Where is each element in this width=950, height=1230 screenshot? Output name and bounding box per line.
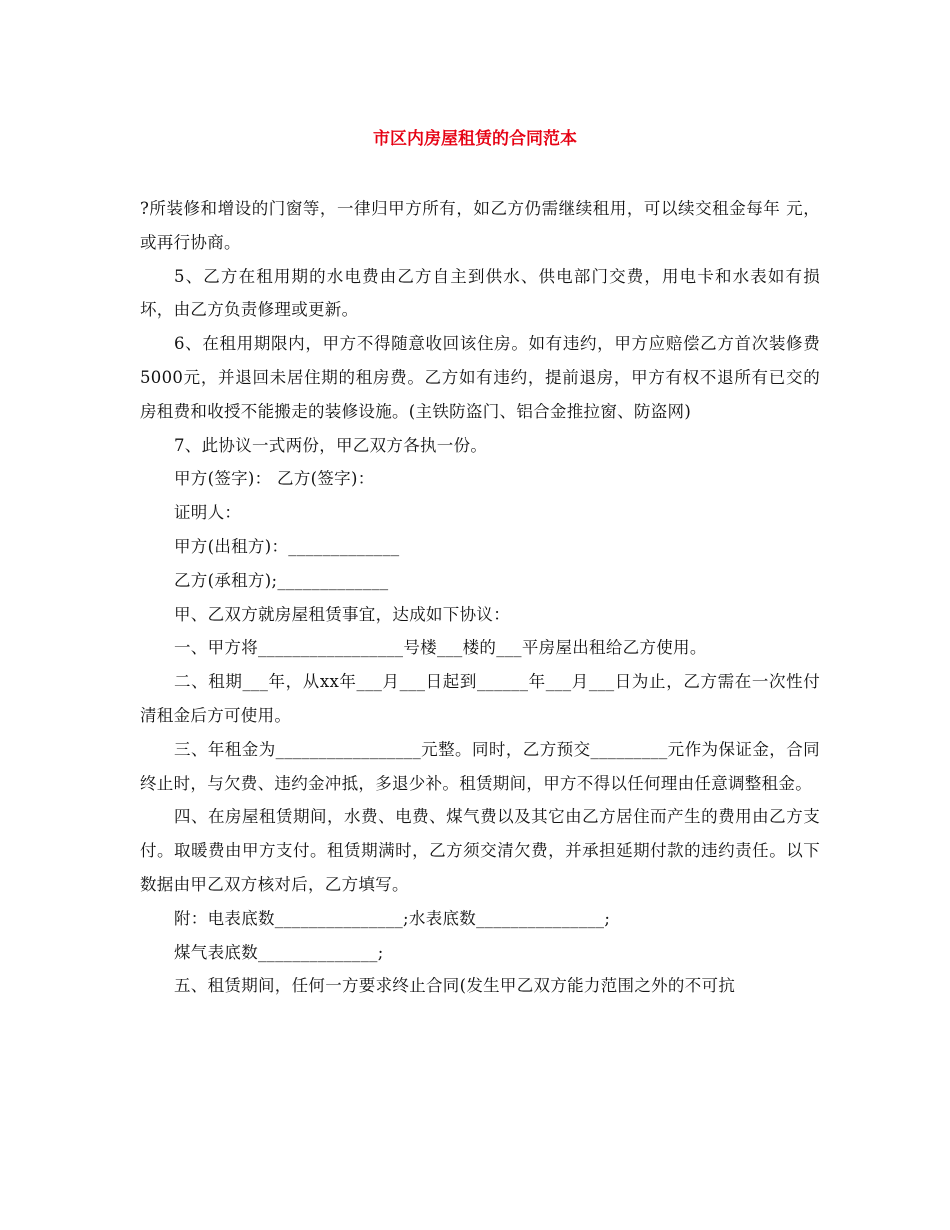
meter-readings-line: 附：电表底数_______________;水表底数_______________; [174,908,611,928]
paragraph-continuation: ?所装修和增设的门窗等，一律归甲方所有，如乙方仍需继续租用，可以续交租金每年 元，或再行协商。 [140,199,820,252]
paragraph-article-1: 一、甲方将_________________号楼___楼的___平房屋出租给乙方使用。 [174,638,707,658]
witness-line: 证明人： [174,503,242,523]
tenant-line: 乙方(承租方);_____________ [174,570,389,590]
paragraph-article-2: 二、租期___年，从xx年___月___日起到______年___月___日为止，乙方需在一次性付清租金后方可使用。 [140,672,820,725]
paragraph-article-5: 五、租赁期间，任何一方要求终止合同(发生甲乙双方能力范围之外的不可抗 [174,976,736,996]
document-body [140,192,820,1003]
paragraph-article-4: 四、在房屋租赁期间，水费、电费、煤气费以及其它由乙方居住而产生的费用由乙方支付。取暖费由甲方支付。租赁期满时，乙方须交清欠费，并承担延期付款的违约责任。以下数据由甲乙双方核对后，乙方填写。 [140,807,820,894]
paragraph-article-3: 三、年租金为_________________元整。同时，乙方预交_________元作为保证金，合同终止时，与欠费、违约金冲抵，多退少补。租赁期间，甲方不得以任何理由任意调整租金。 [140,739,820,793]
paragraph-clause-5: 5、乙方在租用期的水电费由乙方自主到供水、供电部门交费，用电卡和水表如有损坏，由乙方负责修理或更新。 [140,266,820,320]
paragraph-clause-7: 7、此协议一式两份，甲乙双方各执一份。 [174,435,488,455]
gas-meter-line: 煤气表底数______________; [174,942,384,962]
paragraph-clause-6: 6、在租用期限内，甲方不得随意收回该住房。如有违约，甲方应赔偿乙方首次装修费5000元，并退回未居住期的租房费。乙方如有违约，提前退房，甲方有权不退所有已交的房租费和收授不能搬走的装修设施。(主铁防盗门、铝合金推拉窗、防盗网) [140,334,820,421]
signature-line: 甲方(签字)： 乙方(签字)： [174,469,375,489]
landlord-line: 甲方(出租方)：_____________ [174,536,400,556]
agreement-intro: 甲、乙双方就房屋租赁事宜，达成如下协议： [174,604,510,624]
document-title: 市区内房屋租赁的合同范本 [373,129,577,149]
